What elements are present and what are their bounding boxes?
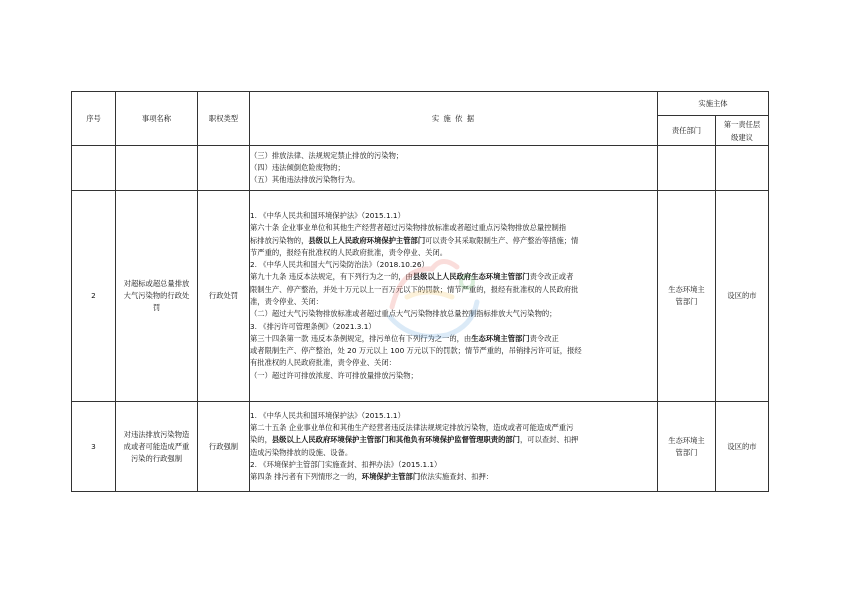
basis-text: 准，责令停业、关闭： [250, 297, 323, 306]
basis-text: 染的， [250, 435, 272, 445]
basis-line [250, 459, 657, 471]
basis-line [250, 162, 657, 174]
basis-text: 2. 《环境保护主管部门实施查封、扣押办法》（2015.1.1） [250, 459, 442, 469]
cell-seq: 3 [72, 402, 116, 492]
cell-item-name [116, 146, 198, 191]
col-header-entity: 实施主体 [658, 92, 769, 116]
basis-line [250, 434, 657, 446]
basis-text: 第二十五条 企业事业单位和其他生产经营者违反法律法规规定排放污染物，造成或者可能造成严重污 [250, 422, 574, 432]
basis-text: （四）违法倾倒危险废物的； [250, 162, 345, 172]
basis-text: ，可以查封、扣押 [519, 435, 579, 445]
cell-seq [72, 146, 116, 191]
cell-level [716, 146, 769, 191]
basis-line [250, 271, 657, 283]
col-header-dept: 责任部门 [658, 116, 716, 146]
basis-line [250, 447, 657, 459]
basis-text: 依法实施查封、扣押： [420, 472, 494, 482]
basis-text: （五）其他违法排放污染物行为。 [250, 175, 360, 185]
basis-emphasis: 环境保护主管部门 [361, 472, 421, 482]
basis-line [250, 471, 657, 483]
table-row [72, 191, 769, 402]
basis-text: 2. 《中华人民共和国大气污染防治法》（2018.10.26） [250, 260, 429, 270]
cell-seq: 2 [72, 191, 116, 402]
basis-text: 责令改正 [529, 333, 559, 343]
basis-line [250, 210, 657, 222]
table-row [72, 146, 769, 191]
basis-line [250, 333, 657, 345]
matters-table [71, 91, 769, 492]
basis-text: 标排放污染物的， [250, 235, 309, 245]
basis-text: 1. 《中华人民共和国环境保护法》（2015.1.1） [250, 210, 405, 220]
col-header-item-name: 事项名称 [116, 92, 198, 146]
basis-line [250, 284, 657, 296]
basis-text: （三）排放法律、法规规定禁止排放的污染物； [250, 150, 404, 160]
basis-emphasis: 生态环境主管部门 [471, 333, 530, 343]
cell-item-name: 对违法排放污染物造成或者可能造成严重污染的行政强制 [116, 402, 198, 492]
basis-text: 第三十四条第一款 违反本条例规定，排污单位有下列行为之一的，由 [250, 333, 472, 343]
basis-text: 第九十九条 违反本法规定，有下列行为之一的，由 [250, 272, 413, 282]
basis-text: 第六十条 企业事业单位和其他生产经营者超过污染物排放标准或者超过重点污染物排放总量控制指 [250, 223, 567, 233]
cell-level: 设区的市 [716, 191, 769, 402]
header-row [72, 92, 769, 116]
cell-basis [250, 146, 658, 191]
basis-text: 可以责令其采取限制生产、停产整治等措施；情 [425, 235, 579, 245]
cell-dept: 生态环境主管部门 [658, 191, 716, 402]
basis-line [250, 296, 657, 308]
basis-text: 1. 《中华人民共和国环境保护法》（2015.1.1） [250, 410, 405, 420]
basis-text: 3. 《排污许可管理条例》（2021.3.1） [250, 321, 376, 331]
col-header-basis: 实 施 依 据 [250, 92, 658, 146]
basis-text: 第四条 排污者有下列情形之一的， [250, 472, 362, 482]
basis-line [250, 247, 657, 259]
basis-line [250, 357, 657, 369]
basis-line [250, 345, 657, 357]
basis-text: 节严重的，报经有批准权的人民政府批准，责令停业、关闭。 [250, 247, 448, 257]
basis-emphasis: 县级以上人民政府环境保护主管部门 [308, 235, 426, 245]
cell-dept: 生态环境主管部门 [658, 402, 716, 492]
basis-line [250, 174, 657, 186]
basis-line [250, 222, 657, 234]
basis-text: 限制生产、停产整治，并处十万元以上一百万元以下的罚款；情节严重的，报经有批准权的人民政府批 [250, 284, 579, 294]
col-header-power-type: 职权类型 [198, 92, 250, 146]
col-header-level: 第一责任层级建议 [716, 116, 769, 146]
basis-text: 或者限制生产、停产整治，处 20 万元以上 100 万元以下的罚款；情节严重的，吊销排污许可证，报经 [250, 346, 582, 356]
table-row [72, 402, 769, 492]
basis-emphasis: 县级以上人民政府生态环境主管部门 [412, 272, 530, 282]
basis-text: 造成污染物排放的设施、设备。 [250, 447, 353, 457]
basis-emphasis: 县级以上人民政府环境保护主管部门和其他负有环境保护监督管理职责的部门 [271, 435, 520, 445]
cell-power-type: 行政强制 [198, 402, 250, 492]
cell-dept [658, 146, 716, 191]
cell-power-type: 行政处罚 [198, 191, 250, 402]
cell-item-name: 对超标或超总量排放大气污染物的行政处罚 [116, 191, 198, 402]
basis-line [250, 422, 657, 434]
table-body [72, 146, 769, 492]
cell-level: 设区的市 [716, 402, 769, 492]
basis-text: 责令改正或者 [529, 272, 574, 282]
basis-text: 有批准权的人民政府批准，责令停业、关闭： [250, 358, 396, 368]
basis-line [250, 235, 657, 247]
basis-line [250, 308, 657, 320]
basis-text: （一）超过许可排放浓度、许可排放量排放污染物； [250, 370, 418, 380]
basis-line [250, 150, 657, 162]
basis-text: （二）超过大气污染物排放标准或者超过重点大气污染物排放总量控制指标排放大气污染物的； [250, 309, 557, 319]
basis-line [250, 370, 657, 382]
col-header-seq: 序号 [72, 92, 116, 146]
basis-line [250, 259, 657, 271]
cell-power-type [198, 146, 250, 191]
cell-basis [250, 402, 658, 492]
basis-line [250, 321, 657, 333]
basis-line [250, 410, 657, 422]
cell-basis [250, 191, 658, 402]
